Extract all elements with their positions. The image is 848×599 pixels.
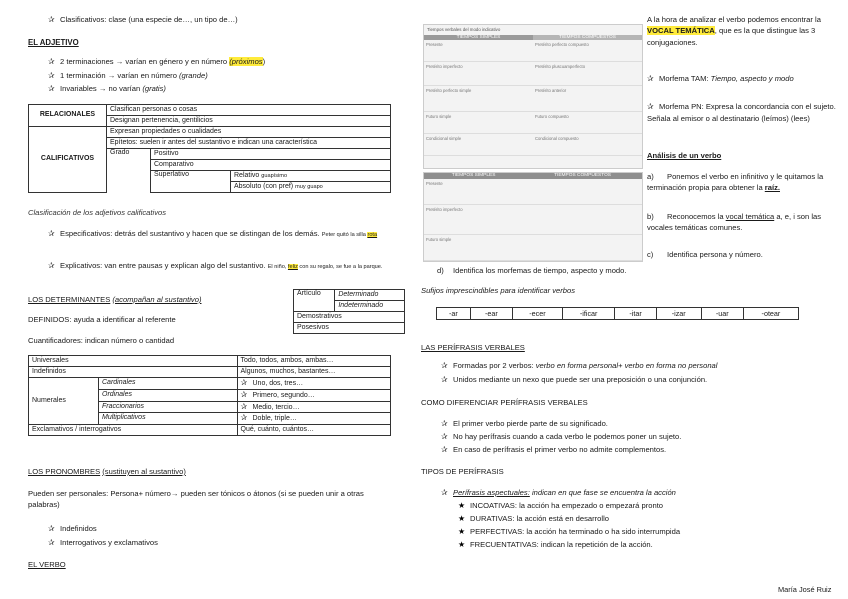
star-icon: ✰ bbox=[240, 401, 248, 411]
image-row: Condicional simple Condicional compuesto bbox=[424, 134, 642, 156]
step-d: d) Identifica los morfemas de tiempo, aspecto y modo. bbox=[437, 266, 627, 275]
black-star-icon: ★ bbox=[458, 540, 466, 549]
black-star-icon: ★ bbox=[458, 514, 466, 523]
indefinidos-ex: Algunos, muchos, bastantes… bbox=[237, 367, 391, 378]
rel-row-2: Designan pertenencia, gentilicios bbox=[107, 116, 391, 127]
sufijos-heading: Sufijos imprescindibles para identificar verbos bbox=[421, 286, 576, 295]
indefinidos-cell: Indefinidos bbox=[29, 367, 238, 378]
image-title: Tiempos verbales del modo indicativo bbox=[427, 27, 501, 32]
sufijo-cell: -ificar bbox=[562, 308, 614, 320]
image-row: Futuro simple bbox=[424, 235, 642, 261]
multiplicativos-cell: Multiplicativos bbox=[99, 413, 238, 425]
image-row: Pretérito imperfecto bbox=[424, 205, 642, 235]
diferenciar-bullet-3: ✰ En caso de perífrasis el primer verbo no admite complementos. bbox=[441, 445, 667, 454]
star-icon: ✰ bbox=[48, 538, 55, 547]
especificativos-item: ✰ Especificativos: detrás del sustantivo y hacen que se distingan de los demás. Peter quitó la silla rota bbox=[48, 229, 378, 238]
pronombres-heading: LOS PRONOMBRES (sustituyen al sustantivo) bbox=[28, 467, 186, 476]
perifrasis-bullet-1: ✰ Formadas por 2 verbos: verbo en forma personal+ verbo en forma no personal bbox=[441, 361, 718, 370]
sufijo-cell: -ecer bbox=[512, 308, 562, 320]
sufijo-cell: -itar bbox=[615, 308, 656, 320]
image-header-simple: TIEMPOS SIMPLES bbox=[424, 173, 523, 179]
aspectuales-line: ✰ Perífrasis aspectuales: indican en que fase se encuentra la acción bbox=[441, 488, 676, 497]
adjetivo-bullet-3: ✰ Invariables → no varían (gratis) bbox=[48, 84, 166, 93]
positivo-cell: Positivo bbox=[151, 149, 391, 160]
tipo-item-4: ★ FRECUENTATIVAS: indican la repetición de la acción. bbox=[458, 540, 653, 549]
demostrativos-cell: Demostrativos bbox=[294, 312, 405, 323]
morfema-pn: ✰ Morfema PN: Expresa la concordancia con el sujeto. Señala al emisor o al destinatario (leímos) (lees) bbox=[647, 102, 836, 123]
star-icon: ✰ bbox=[441, 488, 448, 497]
star-icon: ✰ bbox=[441, 375, 448, 384]
star-icon: ✰ bbox=[441, 432, 448, 441]
grado-cell: Grado bbox=[107, 149, 151, 193]
analizar-paragraph: A la hora de analizar el verbo podemos encontrar la VOCAL TEMÁTICA, que es la que distingue las 3 conjugaciones. bbox=[647, 15, 821, 47]
verbo-heading: EL VERBO bbox=[28, 560, 66, 569]
articulo-cell: Artículo bbox=[294, 290, 335, 312]
articulo-table bbox=[293, 289, 405, 334]
sufijo-cell: -uar bbox=[701, 308, 743, 320]
definidos-line: DEFINIDOS: ayuda a identificar al referente bbox=[28, 315, 176, 324]
image-header-compound: TIEMPOS COMPUESTOS bbox=[533, 35, 642, 41]
relacionales-cell: RELACIONALES bbox=[29, 105, 107, 127]
step-a: a) Ponemos el verbo en infinitivo y le quitamos la terminación propia para obtener la raíz. bbox=[647, 172, 824, 193]
cardinales-ex: ✰ Uno, dos, tres… bbox=[237, 378, 391, 390]
step-b: b) Reconocemos la vocal temática a, e, i son las vocales temáticas comunes. bbox=[647, 212, 822, 233]
determinado-cell: Determinado bbox=[335, 290, 405, 301]
posesivos-cell: Posesivos bbox=[294, 323, 405, 334]
step-c: c) Identifica persona y número. bbox=[647, 250, 763, 259]
pronombres-bullet-1: ✰ Indefinidos bbox=[48, 524, 97, 533]
star-icon: ✰ bbox=[48, 71, 55, 80]
table-caption: Clasificación de los adjetivos calificativos bbox=[28, 208, 167, 217]
superlativo-cell: Superlativo bbox=[151, 171, 231, 193]
star-icon: ✰ bbox=[48, 229, 55, 238]
star-icon: ✰ bbox=[240, 413, 248, 423]
author-name: María José Ruiz bbox=[778, 585, 832, 594]
perifrasis-heading: LAS PERÍFRASIS VERBALES bbox=[421, 343, 525, 352]
star-icon: ✰ bbox=[441, 419, 448, 428]
indeterminado-cell: Indeterminado bbox=[335, 301, 405, 312]
comparativo-cell: Comparativo bbox=[151, 160, 391, 171]
ordinales-ex: ✰ Primero, segundo… bbox=[237, 389, 391, 401]
black-star-icon: ★ bbox=[458, 527, 466, 536]
sufijo-cell: -ar bbox=[437, 308, 471, 320]
image-row: Pretérito imperfecto Pretérito pluscuamperfecto bbox=[424, 62, 642, 86]
star-icon: ✰ bbox=[48, 524, 55, 533]
fraccionarios-cell: Fraccionarios bbox=[99, 401, 238, 413]
diferenciar-bullet-1: ✰ El primer verbo pierde parte de su significado. bbox=[441, 419, 608, 428]
cal-row-2: Epítetos: suelen ir antes del sustantivo e indican una característica bbox=[107, 138, 391, 149]
exclamativos-ex: Qué, cuánto, cuántos… bbox=[237, 425, 391, 436]
tipo-item-3: ★ PERFECTIVAS: la acción ha terminado o ha sido interrumpida bbox=[458, 527, 681, 536]
tipos-heading: TIPOS DE PERÍFRASIS bbox=[421, 467, 504, 476]
analisis-heading: Análisis de un verbo bbox=[647, 151, 722, 160]
image-row: Presente bbox=[424, 179, 642, 205]
fraccionarios-ex: ✰ Medio, tercio… bbox=[237, 401, 391, 413]
pronombres-text: Pueden ser personales: Persona+ número→ pueden ser tónicos o átonos (si se pueden unir a otras palabras) bbox=[28, 489, 364, 509]
calificativos-cell: CALIFICATIVOS bbox=[29, 127, 107, 193]
universales-cell: Universales bbox=[29, 356, 238, 367]
sufijo-cell: -otear bbox=[743, 308, 798, 320]
ordinales-cell: Ordinales bbox=[99, 389, 238, 401]
image-row: Futuro simple Futuro compuesto bbox=[424, 112, 642, 134]
image-header-compound: TIEMPOS COMPUESTOS bbox=[523, 173, 642, 179]
adjetivo-bullet-2: ✰ 1 terminación → varían en número (grande) bbox=[48, 71, 208, 80]
diferenciar-bullet-2: ✰ No hay perífrasis cuando a cada verbo le podemos poner un sujeto. bbox=[441, 432, 682, 441]
adjetivo-heading: EL ADJETIVO bbox=[28, 38, 79, 47]
cuantificadores-table bbox=[28, 355, 391, 436]
adjetivo-table bbox=[28, 104, 391, 193]
subjunctive-tenses-image bbox=[423, 172, 643, 262]
black-star-icon: ★ bbox=[458, 501, 466, 510]
cuantificadores-line: Cuantificadores: indican número o cantidad bbox=[28, 336, 175, 345]
image-header-simple: TIEMPOS SIMPLES bbox=[424, 35, 533, 41]
image-row: Presente Pretérito perfecto compuesto bbox=[424, 40, 642, 62]
star-icon: ✰ bbox=[441, 361, 448, 370]
exclamativos-cell: Exclamativos / interrogativos bbox=[29, 425, 238, 436]
adjetivo-bullet-1: ✰ 2 terminaciones → varían en género y en número (próximos) bbox=[48, 57, 266, 66]
numerales-cell: Numerales bbox=[29, 378, 99, 425]
multiplicativos-ex: ✰ Doble, triple… bbox=[237, 413, 391, 425]
sufijo-cell: -izar bbox=[656, 308, 701, 320]
relativo-cell: Relativo guapísimo bbox=[231, 171, 391, 182]
star-icon: ✰ bbox=[647, 102, 654, 111]
cardinales-cell: Cardinales bbox=[99, 378, 238, 390]
morfema-tam: ✰ Morfema TAM: Tiempo, aspecto y modo bbox=[647, 74, 794, 83]
cal-row-1: Expresan propiedades o cualidades bbox=[107, 127, 391, 138]
tipo-item-1: ★ INCOATIVAS: la acción ha empezado o empezará pronto bbox=[458, 501, 664, 510]
star-icon: ✰ bbox=[48, 57, 55, 66]
sufijo-cell: -ear bbox=[470, 308, 512, 320]
determinantes-heading: LOS DETERMINANTES (acompañan al sustantivo) bbox=[28, 295, 202, 304]
explicativos-item: ✰ Explicativos: van entre pausas y explican algo del sustantivo. El niño, feliz con su regalo, se fue a la parque. bbox=[48, 261, 383, 270]
verb-tenses-image bbox=[423, 24, 643, 169]
image-row: Pretérito perfecto simple Pretérito anterior bbox=[424, 86, 642, 112]
universales-ex: Todo, todos, ambos, ambas… bbox=[237, 356, 391, 367]
diferenciar-heading: COMO DIFERENCIAR PERÍFRASIS VERBALES bbox=[421, 398, 588, 407]
star-icon: ✰ bbox=[240, 378, 248, 387]
pronombres-bullet-2: ✰ Interrogativos y exclamativos bbox=[48, 538, 158, 547]
star-icon: ✰ bbox=[48, 15, 55, 24]
sufijos-table bbox=[436, 307, 799, 320]
star-icon: ✰ bbox=[647, 74, 654, 83]
star-icon: ✰ bbox=[240, 389, 248, 399]
rel-row-1: Clasifican personas o cosas bbox=[107, 105, 391, 116]
star-icon: ✰ bbox=[48, 261, 55, 270]
tipo-item-2: ★ DURATIVAS: la acción está en desarrollo bbox=[458, 514, 609, 523]
clasificativos-line: ✰ Clasificativos: clase (una especie de…, un tipo de…) bbox=[48, 15, 238, 24]
star-icon: ✰ bbox=[441, 445, 448, 454]
absoluto-cell: Absoluto (con pref) muy guapo bbox=[231, 182, 391, 193]
perifrasis-bullet-2: ✰ Unidos mediante un nexo que puede ser una preposición o una conjunción. bbox=[441, 375, 708, 384]
star-icon: ✰ bbox=[48, 84, 55, 93]
